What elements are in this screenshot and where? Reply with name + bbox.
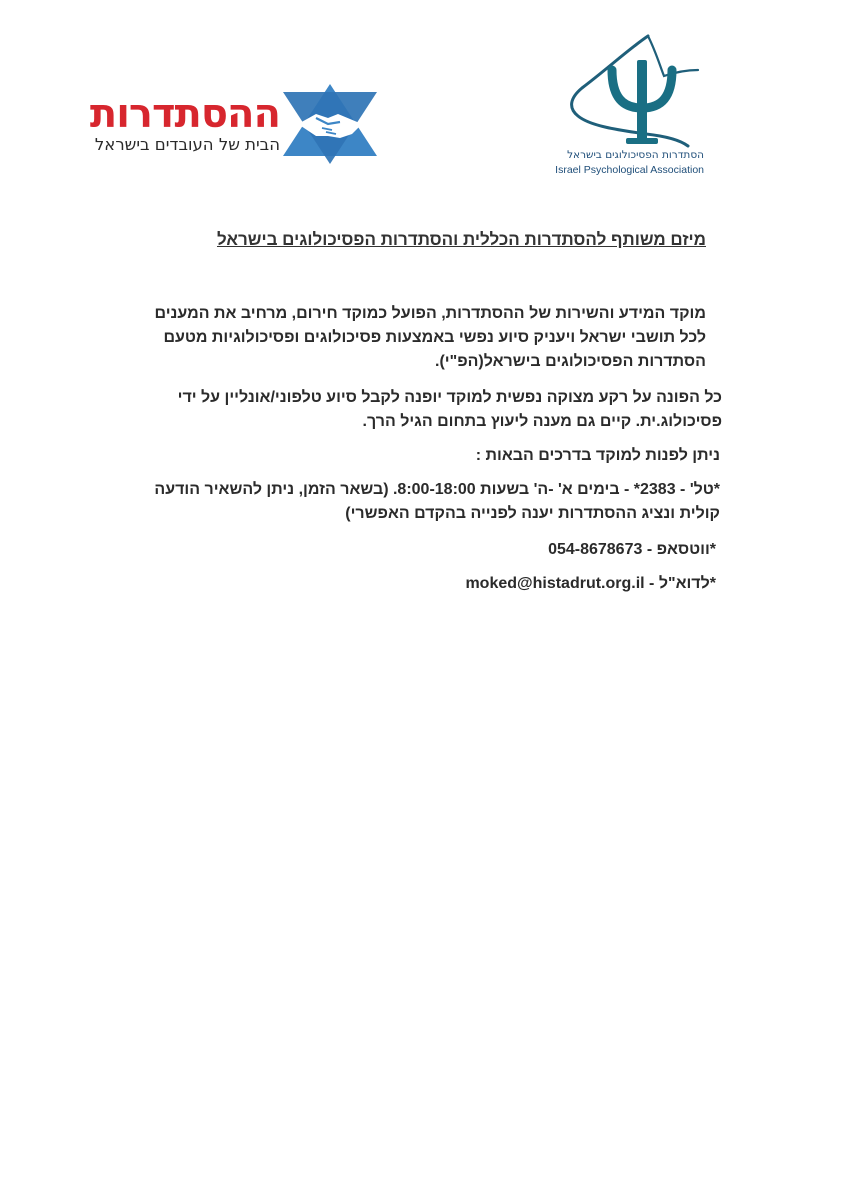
whatsapp-label: *ווטסאפ - [642, 541, 716, 558]
contact-intro: ניתן לפנות למוקד בדרכים הבאות : [475, 447, 720, 464]
intro-paragraph: מוקד המידע והשירות של ההסתדרות, הפועל כמוקד חירום, מרחיב את המענים לכל תושבי ישראל ויעניק סיוע נפשי באמצעות פסיכולוגים ופסיכולוגיות מטעם הסתדרות הפסיכולוגים בישראל(הפ"י). [154, 305, 706, 370]
ipa-english-name: Israel Psychological Association [555, 164, 704, 176]
histadrut-wordmark [68, 91, 280, 164]
histadrut-name: ההסתדרות [89, 91, 280, 137]
histadrut-tagline: הבית של העובדים בישראל [94, 135, 280, 154]
whatsapp-contact [120, 538, 716, 562]
histadrut-logo [68, 84, 378, 164]
email-label: *לדוא"ל - [644, 575, 716, 592]
phone-contact: *טל' - 2383* - בימים א' -ה' בשעות 8:00-18:00. (בשאר הזמן, ניתן להשאיר הודעה קולית ונציג ההסתדרות יענה לפנייה בהקדם האפשרי) [154, 481, 720, 522]
email-contact [120, 572, 716, 596]
email-link[interactable]: moked@histadrut.org.il [465, 575, 645, 592]
ipa-hebrew-name: הסתדרות הפסיכולוגים בישראל [567, 149, 704, 161]
support-paragraph: כל הפונה על רקע מצוקה נפשית למוקד יופנה לקבל סיוע טלפוני/אונליין על ידי פסיכולוג.ית. קיים גם מענה ליעוץ בתחום הגיל הרך. [177, 389, 722, 430]
psi-icon [560, 30, 710, 148]
star-of-david-handshake-icon [282, 84, 378, 164]
document-body [120, 228, 720, 596]
document-title: מיזם משותף להסתדרות הכללית והסתדרות הפסיכולוגים בישראל [216, 230, 706, 249]
whatsapp-number[interactable]: 054-8678673 [548, 541, 643, 558]
ipa-logo [555, 30, 710, 176]
